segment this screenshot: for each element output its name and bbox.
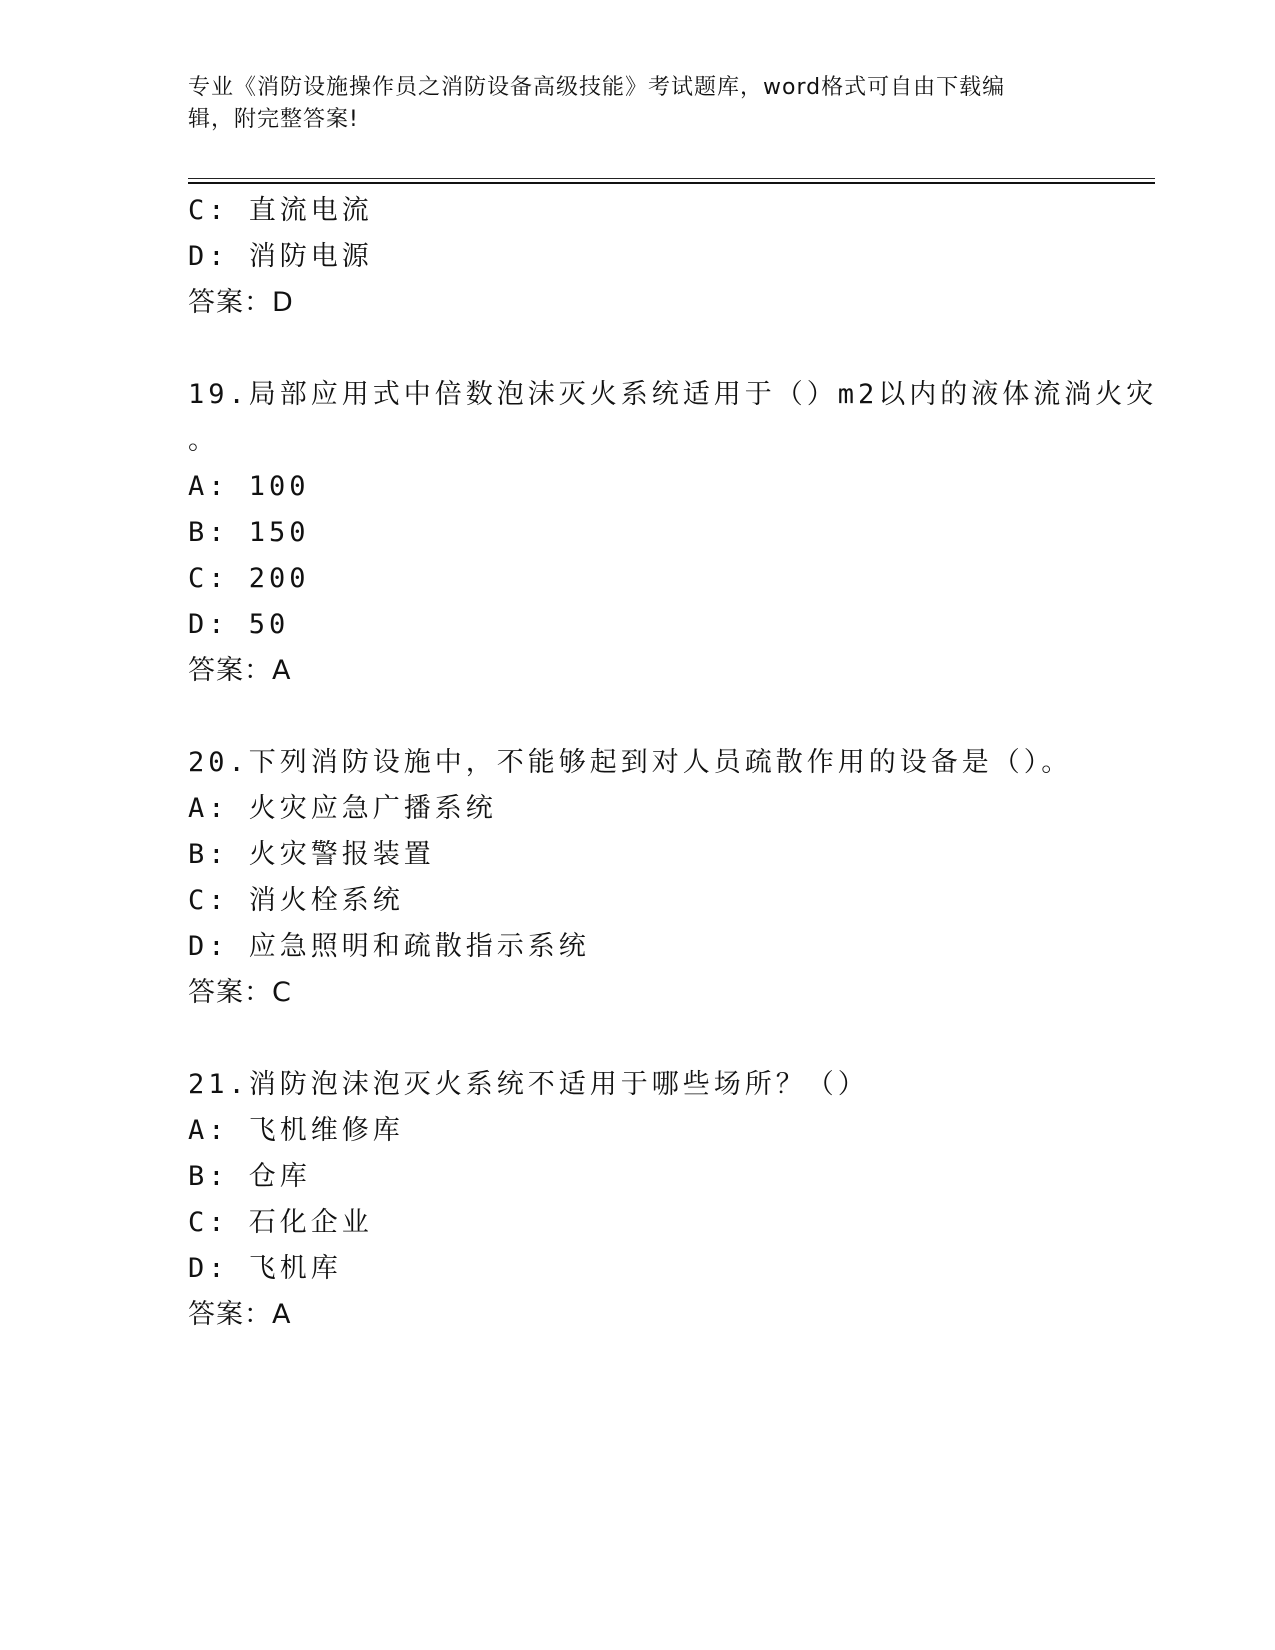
option-d: D: 飞机库	[188, 1253, 342, 1284]
spacer	[188, 694, 1088, 740]
option-b: B: 150	[188, 517, 310, 548]
option-d: D: 50	[188, 609, 290, 640]
header-line-1: 专业《消防设施操作员之消防设备高级技能》考试题库，word格式可自由下载编	[188, 75, 1006, 100]
question-21	[188, 1062, 1088, 1338]
option-c: C: 200	[188, 563, 310, 594]
header-divider-thin	[188, 178, 1155, 179]
previous-question-fragment	[188, 188, 1088, 326]
answer-line: 答案：D	[188, 287, 294, 318]
option-b: B: 仓库	[188, 1161, 311, 1192]
option-c: C: 消火栓系统	[188, 885, 404, 916]
answer-line: 答案：A	[188, 1299, 292, 1330]
question-19	[188, 372, 1158, 694]
header-divider-thick	[188, 182, 1155, 184]
option-a: A: 火灾应急广播系统	[188, 793, 497, 824]
option-a: A: 100	[188, 471, 310, 502]
option-c: C: 直流电流	[188, 195, 373, 226]
question-stem: 21.消防泡沫泡灭火系统不适用于哪些场所？（）	[188, 1069, 869, 1100]
document-header	[188, 72, 1078, 136]
option-c: C: 石化企业	[188, 1207, 373, 1238]
option-d: D: 消防电源	[188, 241, 373, 272]
question-stem-continuation: 。	[188, 425, 215, 456]
answer-line: 答案：C	[188, 977, 292, 1008]
header-line-2: 辑，附完整答案!	[188, 107, 359, 132]
spacer	[188, 326, 1088, 372]
spacer	[188, 1016, 1088, 1062]
question-20	[188, 740, 1088, 1016]
option-a: A: 飞机维修库	[188, 1115, 404, 1146]
option-b: B: 火灾警报装置	[188, 839, 435, 870]
answer-line: 答案：A	[188, 655, 292, 686]
question-stem: 20.下列消防设施中，不能够起到对人员疏散作用的设备是（）。	[188, 747, 1073, 778]
question-stem: 19.局部应用式中倍数泡沫灭火系统适用于（）m2以内的液体流淌火灾	[188, 379, 1158, 410]
option-d: D: 应急照明和疏散指示系统	[188, 931, 590, 962]
question-list	[188, 188, 1158, 1338]
